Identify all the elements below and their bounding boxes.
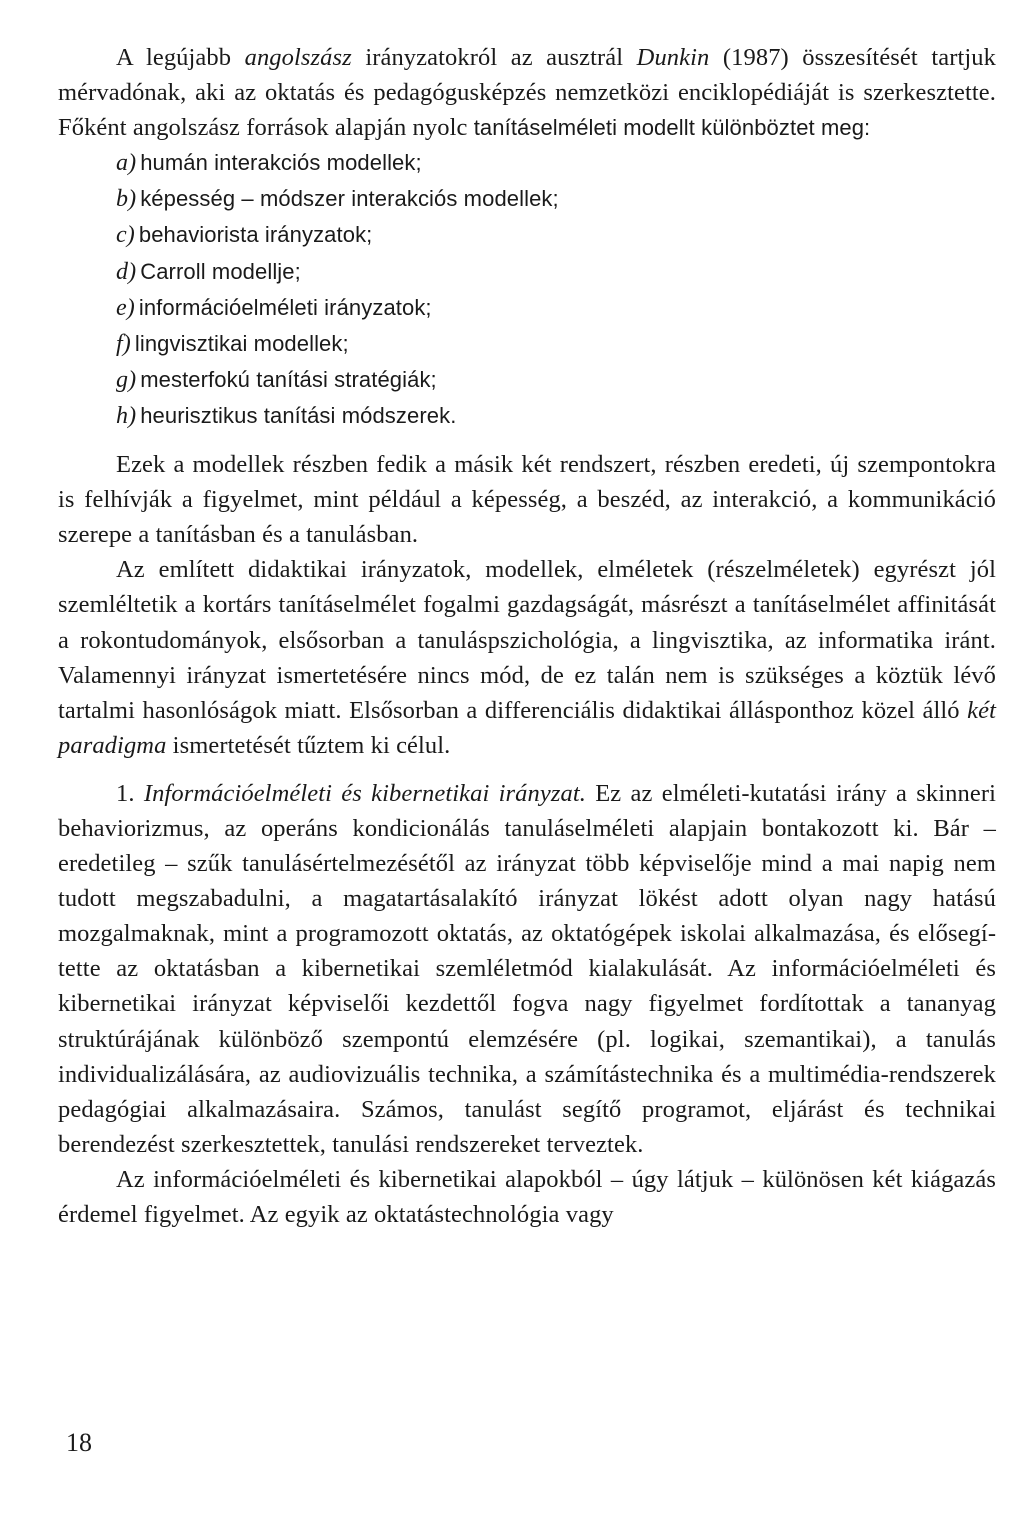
list-item [58,362,996,398]
list-marker: g) [116,366,137,393]
intro-text-2: irányzatokról az ausztrál [351,44,637,71]
page-number: 18 [66,1428,92,1457]
section-number: 1. [116,779,144,807]
paragraph-models: Ezek a modellek részben fedik a másik két rendszert, részben eredeti, új szempontokra is felhívják a figyelmet, mint például a képesség, a beszéd, az interakció, a kommunikáció szerepe a tanításban és a tanulásban. [58,451,996,549]
list-marker: f) [116,330,131,357]
section-gap [58,763,996,776]
list-marker: c) [116,222,135,249]
list-marker: a) [116,150,137,177]
list-marker: b) [116,186,137,213]
intro-text-1: A legújabb [116,44,245,71]
page-body [58,40,996,1232]
list-marker: d) [116,258,137,285]
list-item-text: információelméleti irányzatok; [138,294,432,320]
model-list [58,145,996,434]
list-item [58,181,996,217]
list-item-text: mesterfokú tanítási stratégiák; [140,366,437,392]
paragraph-paradigms [58,552,996,763]
paradigms-text-2: ismertetését tűztem ki célul. [166,731,451,759]
list-item-text: behaviorista irányzatok; [138,222,373,248]
list-item [58,398,996,434]
section-heading: Információelméleti és kibernetikai irányzat. [143,779,586,807]
list-item [58,217,996,253]
intro-text-4: tanításelméleti modellt különböztet meg: [473,115,871,141]
list-item [58,326,996,362]
list-item [58,145,996,181]
paragraph-intro [58,40,996,145]
list-marker: h) [116,402,137,429]
list-item-text: lingvisztikai modellek; [134,330,349,356]
list-item-text: humán interakciós modellek; [140,150,422,176]
list-item [58,254,996,290]
list-item [58,290,996,326]
paradigms-emphasis: két paradigma [58,696,996,759]
intro-emphasis-1: angolszász [244,44,352,71]
list-item-text: Carroll modellje; [140,258,301,284]
paradigms-text-1: Az említett didaktikai irányzatok, modellek, elméletek (részelméletek) egyrészt jól szemléltetik a kortárs tanításelmélet fogalmi gazdagságát, másrészt a tanításelmélet affinitását a rokontudományok, elsősorban a tanuláspszichológia, a lingvisztika, az informatika iránt. Valamennyi irányzat ismertetésére nincs mód, de ez talán nem is szükséges a köztük lévő tartalmi hasonlóságok miatt. Elsősorban a differenciális didaktikai állásponthoz közel álló [58,556,996,724]
paragraph-section-1 [58,776,996,1162]
list-item-text: képesség – módszer interakciós modellek; [140,186,559,212]
intro-emphasis-2: Dunkin [636,44,710,71]
list-marker: e) [116,294,135,321]
paragraph-branches: Az információelméleti és kibernetikai alapokból – úgy látjuk – különösen két kiágazás érdemel figyelmet. Az egyik az oktatástechnológia vagy [58,1165,996,1228]
intro-text-3: (1987) összesítését tartjuk mérvadónak, aki az oktatás és pedagógusképzés nemzetközi enciklopédiáját is szerkesztette. Főként angolszász források alapján nyolc [58,44,996,142]
list-item-text: heurisztikus tanítási módszerek. [140,402,457,428]
section-text: Ez az elméleti-kutatási irány a skinneri behaviorizmus, az operáns kondicionálás tanuláselméleti alapjain bontakozott ki. Bár – eredetileg – szűk tanulásértelmezésétől az irányzat több képviselője mind a mai napig nem tudott megszabadulni, a magatartásalakító irányzat lökést adott olyan nagy hatású mozgalmaknak, mint a programozott oktatás, az oktatógépek iskolai alkalmazása, és elősegítette az oktatásban a kibernetikai szemléletmód kialakulását. Az információelméleti és kibernetikai irányzat képviselői kezdettől fogva nagy figyelmet fordítottak a tananyag struktúrájának különböző szempontú elemzésére (pl. logikai, szemantikai), a tanulás individualizálására, az audiovizuális technika, a számítástechnika és a multimédia-rendszerek pedagógiai alkalmazásaira. Számos, tanulást segítő programot, eljárást és technikai berendezést szerkesztettek, tanulási rendszereket terveztek. [58,779,996,1158]
